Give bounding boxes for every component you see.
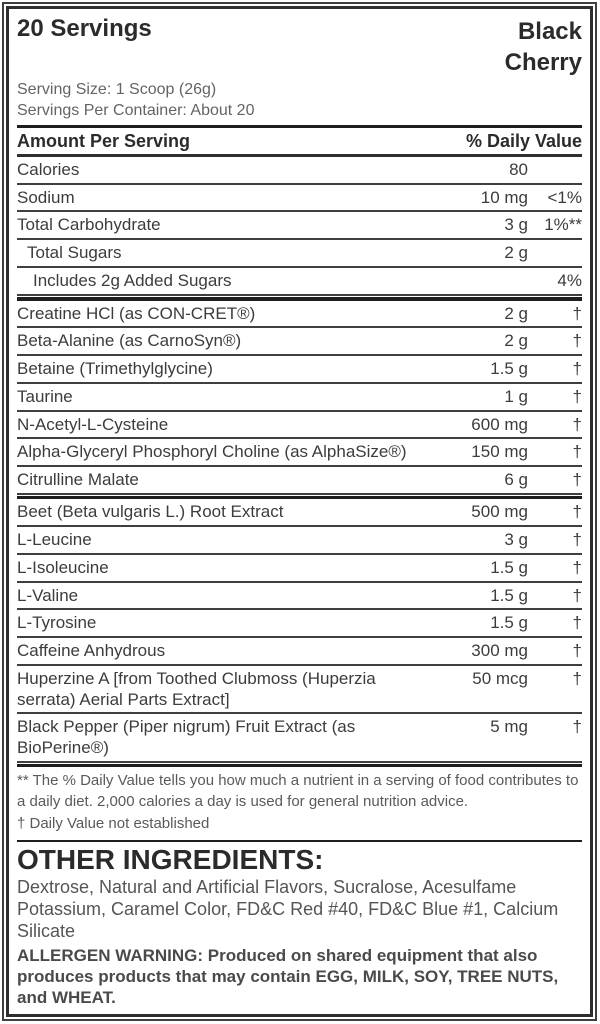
table-row (17, 714, 582, 762)
amount-value: 1 g (504, 386, 528, 406)
table-row (17, 638, 582, 666)
table-row (17, 499, 582, 527)
ingredient-name: L-Isoleucine (17, 557, 109, 577)
amount-value: 2 g (504, 331, 528, 351)
daily-value: † (572, 717, 582, 737)
daily-value: † (572, 359, 582, 379)
ingredient-name: Total Carbohydrate (17, 215, 161, 235)
flavor-name: Black Cherry (504, 18, 582, 77)
daily-value: † (572, 303, 582, 323)
daily-value: † (572, 442, 582, 462)
table-row (17, 356, 582, 384)
ingredient-name: Taurine (17, 386, 73, 406)
amount-value: 50 mcg (472, 668, 528, 688)
amount-value: 3 g (504, 530, 528, 550)
ingredient-name: Creatine HCl (as CON-CRET®) (17, 303, 256, 323)
daily-value: † (572, 414, 582, 434)
table-row (17, 555, 582, 583)
ingredient-name: Beta-Alanine (as CarnoSyn®) (17, 331, 242, 351)
amount-value: 2 g (504, 243, 528, 263)
amount-value: 1.5 g (490, 557, 528, 577)
ingredient-name: Black Pepper (Piper nigrum) Fruit Extract (as BioPerine®) (17, 717, 356, 757)
ingredient-name: L-Leucine (17, 530, 92, 550)
table-row (17, 212, 582, 240)
dagger-footnote: † Daily Value not established (17, 815, 210, 833)
table-row (17, 301, 582, 329)
ingredient-name: Includes 2g Added Sugars (33, 270, 232, 290)
table-row (17, 240, 582, 268)
table-row (17, 467, 582, 495)
table-row (17, 268, 582, 296)
footnotes (17, 767, 582, 837)
ingredient-name: L-Valine (17, 585, 79, 605)
table-row (17, 583, 582, 611)
section-divider-bar (17, 840, 582, 842)
table-row (17, 610, 582, 638)
ingredient-name: Total Sugars (27, 243, 122, 263)
daily-value: † (572, 502, 582, 522)
daily-value: † (572, 613, 582, 633)
amount-value: 300 mg (471, 641, 528, 661)
serving-info (17, 80, 582, 121)
table-row (17, 185, 582, 213)
nutrition-rows (17, 157, 582, 296)
ingredient-name: L-Tyrosine (17, 613, 97, 633)
table-row (17, 328, 582, 356)
daily-value: <1% (547, 187, 582, 207)
table-row (17, 384, 582, 412)
amount-value: 600 mg (471, 414, 528, 434)
amount-value: 150 mg (471, 442, 528, 462)
table-row (17, 527, 582, 555)
ingredient-name: Alpha-Glyceryl Phosphoryl Choline (as AlphaSize®) (17, 442, 407, 462)
daily-value: † (572, 668, 582, 688)
amount-value: 6 g (504, 470, 528, 489)
other-ingredients-list: Dextrose, Natural and Artificial Flavors, Sucralose, Acesulfame Potassium, Caramel Color, FD&C Red #40, FD&C Blue #1, Calcium Silicate (17, 876, 559, 941)
amount-value: 3 g (504, 215, 528, 235)
amount-value: 5 mg (490, 717, 528, 737)
daily-value-footnote: ** The % Daily Value tells you how much a nutrient in a serving of food contributes to a daily diet. 2,000 calories a day is used for general nutrition advice. (17, 772, 579, 810)
facts-table-header (17, 128, 582, 157)
table-row (17, 439, 582, 467)
daily-value: † (572, 331, 582, 351)
ingredient-name: Beet (Beta vulgaris L.) Root Extract (17, 502, 284, 522)
supplement-rows-group-2 (17, 499, 582, 762)
ingredient-name: Sodium (17, 187, 75, 207)
supplement-facts-label (2, 2, 597, 1021)
table-row (17, 666, 582, 714)
serving-size-text: Serving Size: 1 Scoop (26g) (17, 81, 217, 99)
other-ingredients-title: OTHER INGREDIENTS: (17, 843, 324, 875)
amount-per-serving-header: Amount Per Serving (17, 130, 191, 151)
daily-value: † (572, 641, 582, 661)
servings-per-container-text: Servings Per Container: About 20 (17, 101, 255, 119)
ingredient-name: Betaine (Trimethylglycine) (17, 359, 213, 379)
ingredient-name: Huperzine A [from Toothed Clubmoss (Huperzia serrata) Aerial Parts Extract] (17, 668, 376, 709)
daily-value: † (572, 386, 582, 406)
ingredient-name: Citrulline Malate (17, 470, 139, 489)
amount-value: 1.5 g (490, 613, 528, 633)
amount-value: 2 g (504, 303, 528, 323)
label-inner-border (6, 6, 593, 1017)
label-header (17, 14, 582, 78)
ingredient-name: Caffeine Anhydrous (17, 641, 166, 661)
daily-value: 4% (557, 270, 582, 290)
amount-value: 10 mg (480, 187, 528, 207)
daily-value: † (572, 470, 582, 489)
ingredient-name: Calories (17, 159, 80, 179)
ingredient-name: N-Acetyl-L-Cysteine (17, 414, 169, 434)
daily-value: 1%** (544, 215, 582, 235)
amount-value: 1.5 g (490, 359, 528, 379)
daily-value-header: % Daily Value (465, 130, 582, 151)
daily-value: † (572, 585, 582, 605)
amount-value: 1.5 g (490, 585, 528, 605)
amount-value: 80 (509, 159, 528, 179)
servings-count-title: 20 Servings (17, 15, 152, 42)
daily-value: † (572, 557, 582, 577)
table-row (17, 412, 582, 440)
daily-value: † (572, 530, 582, 550)
amount-value: 500 mg (471, 502, 528, 522)
allergen-warning: ALLERGEN WARNING: Produced on shared equipment that also produces products that may contain EGG, MILK, SOY, TREE NUTS, and WHEAT. (17, 945, 559, 1007)
supplement-rows-group-1 (17, 301, 582, 495)
table-row (17, 157, 582, 185)
